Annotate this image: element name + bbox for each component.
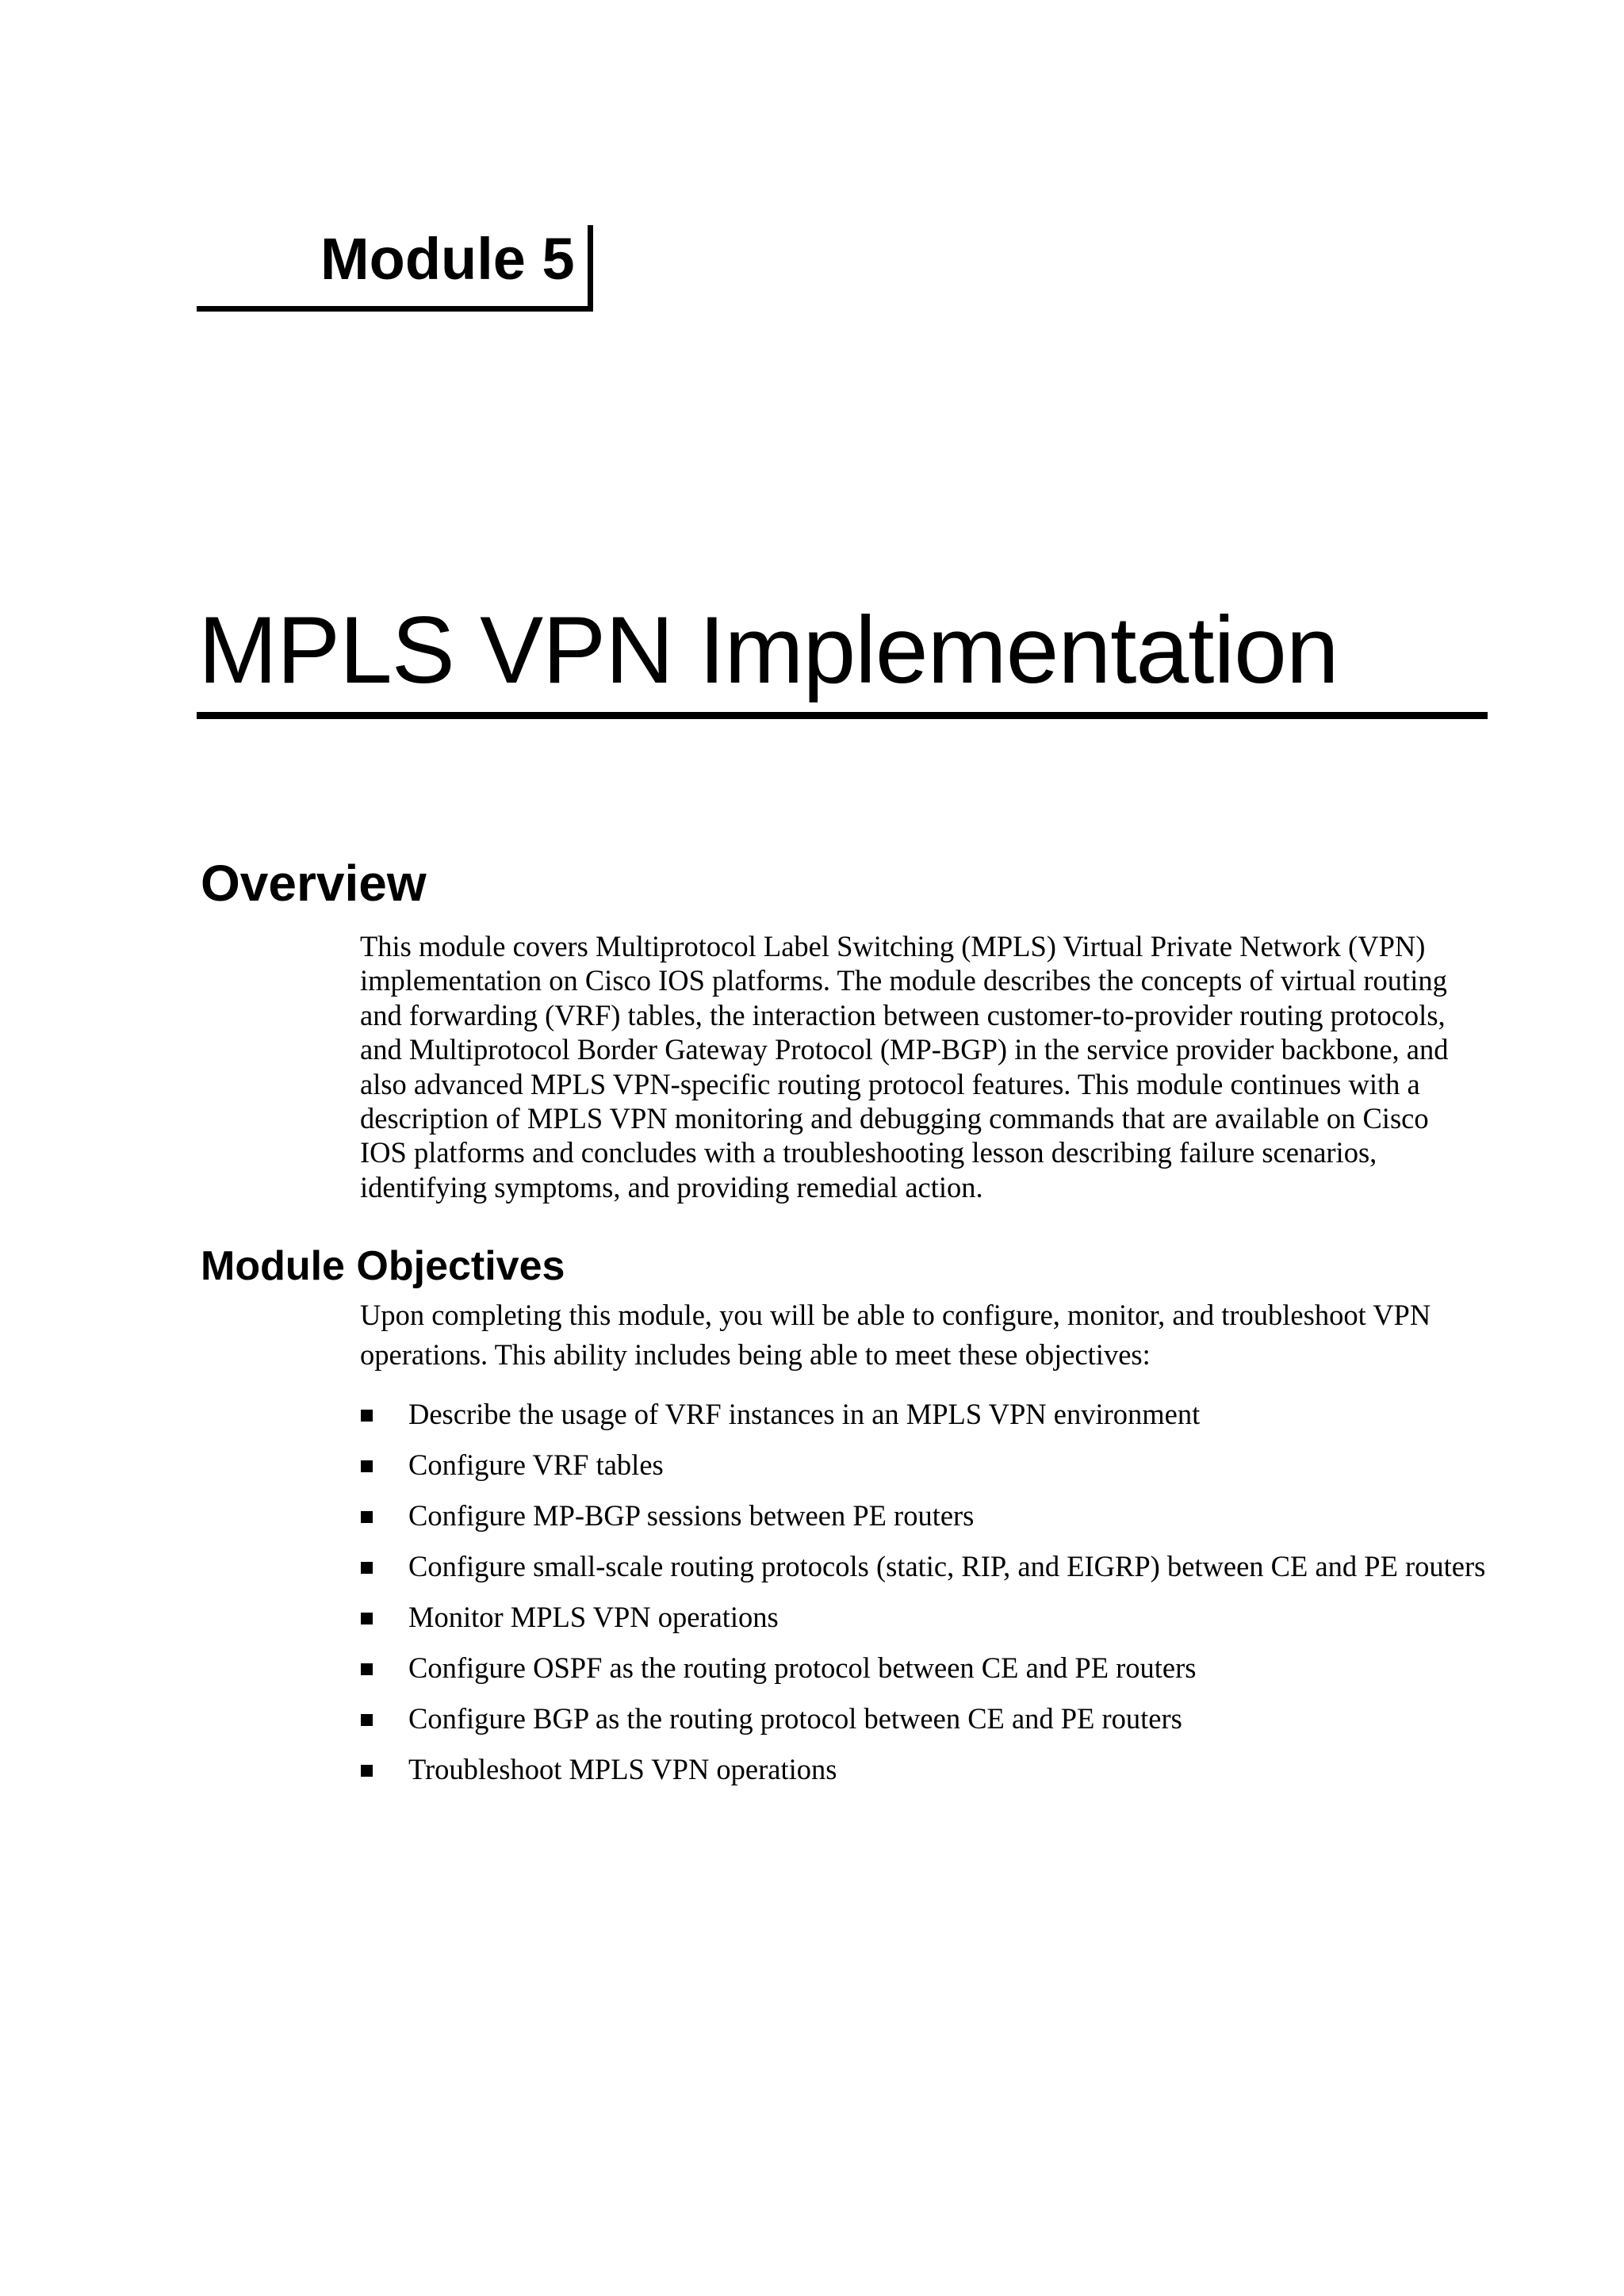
square-bullet-icon <box>361 1410 373 1422</box>
objective-text: Configure VRF tables <box>408 1448 664 1481</box>
overview-paragraph: This module covers Multiprotocol Label Switching (MPLS) Virtual Private Network (VPN) implementation on Cisco IOS platforms. The module describes the concepts of virtual routing and forwarding (VRF) tables, the interaction between customer-to-provider routing protocols, and Multiprotocol Border Gateway Protocol (MP-BGP) in the service provider backbone, and also advanced MPLS VPN-specific routing protocol features. This module continues with a description of MPLS VPN monitoring and debugging commands that are available on Cisco IOS platforms and concludes with a troubleshooting lesson describing failure scenarios, identifying symptoms, and providing remedial action. <box>360 930 1449 1203</box>
objective-item <box>360 1600 1486 1635</box>
objective-item <box>360 1397 1486 1432</box>
objectives-heading: Module Objectives <box>201 1243 565 1289</box>
module-side-rule <box>588 225 593 312</box>
objective-text: Describe the usage of VRF instances in an MPLS VPN environment <box>408 1398 1201 1430</box>
page-title: MPLS VPN Implementation <box>198 597 1339 703</box>
objective-text: Configure MP-BGP sessions between PE routers <box>408 1499 975 1532</box>
objective-item <box>360 1448 1486 1483</box>
objective-text: Configure small-scale routing protocols (static, RIP, and EIGRP) between CE and PE routers <box>408 1550 1486 1582</box>
square-bullet-icon <box>361 1613 373 1624</box>
square-bullet-icon <box>361 1511 373 1523</box>
module-underline <box>197 306 593 312</box>
objective-text: Configure BGP as the routing protocol between CE and PE routers <box>408 1702 1182 1735</box>
objective-text: Configure OSPF as the routing protocol between CE and PE routers <box>408 1651 1197 1684</box>
objective-text: Troubleshoot MPLS VPN operations <box>408 1753 837 1785</box>
objective-item <box>360 1701 1486 1736</box>
square-bullet-icon <box>361 1663 373 1675</box>
objective-item <box>360 1498 1486 1533</box>
square-bullet-icon <box>361 1765 373 1777</box>
objectives-list <box>360 1397 1486 1803</box>
overview-heading: Overview <box>201 855 427 912</box>
objective-text: Monitor MPLS VPN operations <box>408 1601 779 1633</box>
square-bullet-icon <box>361 1562 373 1574</box>
objective-item <box>360 1651 1486 1686</box>
objective-item <box>360 1752 1486 1787</box>
objective-item <box>360 1549 1486 1584</box>
square-bullet-icon <box>361 1714 373 1726</box>
module-label: Module 5 <box>320 226 575 292</box>
objectives-intro-paragraph: Upon completing this module, you will be able to configure, monitor, and troubleshoot VPN operations. This ability includes being able to meet these objectives: <box>360 1299 1431 1371</box>
square-bullet-icon <box>361 1460 373 1472</box>
title-underline <box>197 712 1488 719</box>
